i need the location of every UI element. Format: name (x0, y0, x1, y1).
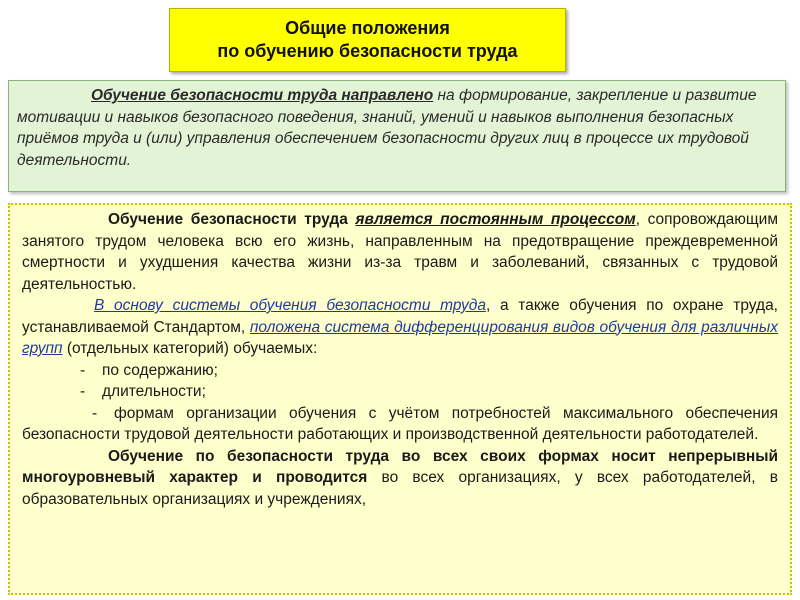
definition-text: на формирование, закрепление и развитие мотивации и навыков безопасного поведения, знаний, умений и навыков выполнения безопасных приёмов труда и (или) управления обеспечением безопасности других лиц в процессе их трудовой деятельности. (17, 87, 757, 169)
principles-box (8, 203, 792, 595)
p1-bold: Обучение безопасности труда (108, 211, 348, 228)
paragraph-continuous-process (22, 209, 778, 295)
p2-emphasis-1: В основу системы обучения безопасности труда (94, 297, 486, 314)
list-item (22, 403, 778, 446)
list-item-text: формам организации обучения с учётом потребностей максимального обеспечения безопасности трудовой деятельности работающих и производственной деятельности работодателей. (22, 404, 778, 443)
title-box (169, 8, 566, 72)
list-item-text: по содержанию; (102, 361, 218, 379)
definition-box (8, 80, 786, 192)
list-dash: - (80, 361, 86, 379)
p1-rest: , сопровождающим занятого трудом человека всю его жизнь, направленным на предотвращение преждевременной смертности и ухудшения качества жизни из-за травм и заболеваний, связанных с трудовой деятельностью. (22, 211, 778, 293)
list-item (22, 381, 778, 403)
list-dash: - (92, 404, 98, 422)
title-line-2: по обучению безопасности труда (217, 41, 518, 61)
title-line-1: Общие положения (285, 18, 450, 38)
list-item-text: длительности; (102, 383, 206, 400)
list-item (22, 360, 778, 382)
p3-bold: Обучение по безопасности труда во всех своих формах носит непрерывный многоуровневый характер и проводится (22, 447, 778, 486)
paragraph-differentiation (22, 295, 778, 360)
p2-mid: , а также обучения по охране труда, устанавливаемой Стандартом, (22, 297, 778, 336)
list-dash: - (80, 383, 86, 400)
p1-emphasis: является постоянным процессом (355, 211, 636, 228)
p2-emphasis-2: положена система дифференцирования видов обучения для различных групп (22, 318, 778, 357)
p3-rest: во всех организациях, у всех работодателей, в образовательных организациях и учреждениях, (22, 469, 778, 508)
paragraph-continuous-training (22, 446, 778, 511)
p2-rest: (отдельных категорий) обучаемых: (62, 340, 318, 357)
definition-lead: Обучение безопасности труда направлено (91, 87, 434, 104)
